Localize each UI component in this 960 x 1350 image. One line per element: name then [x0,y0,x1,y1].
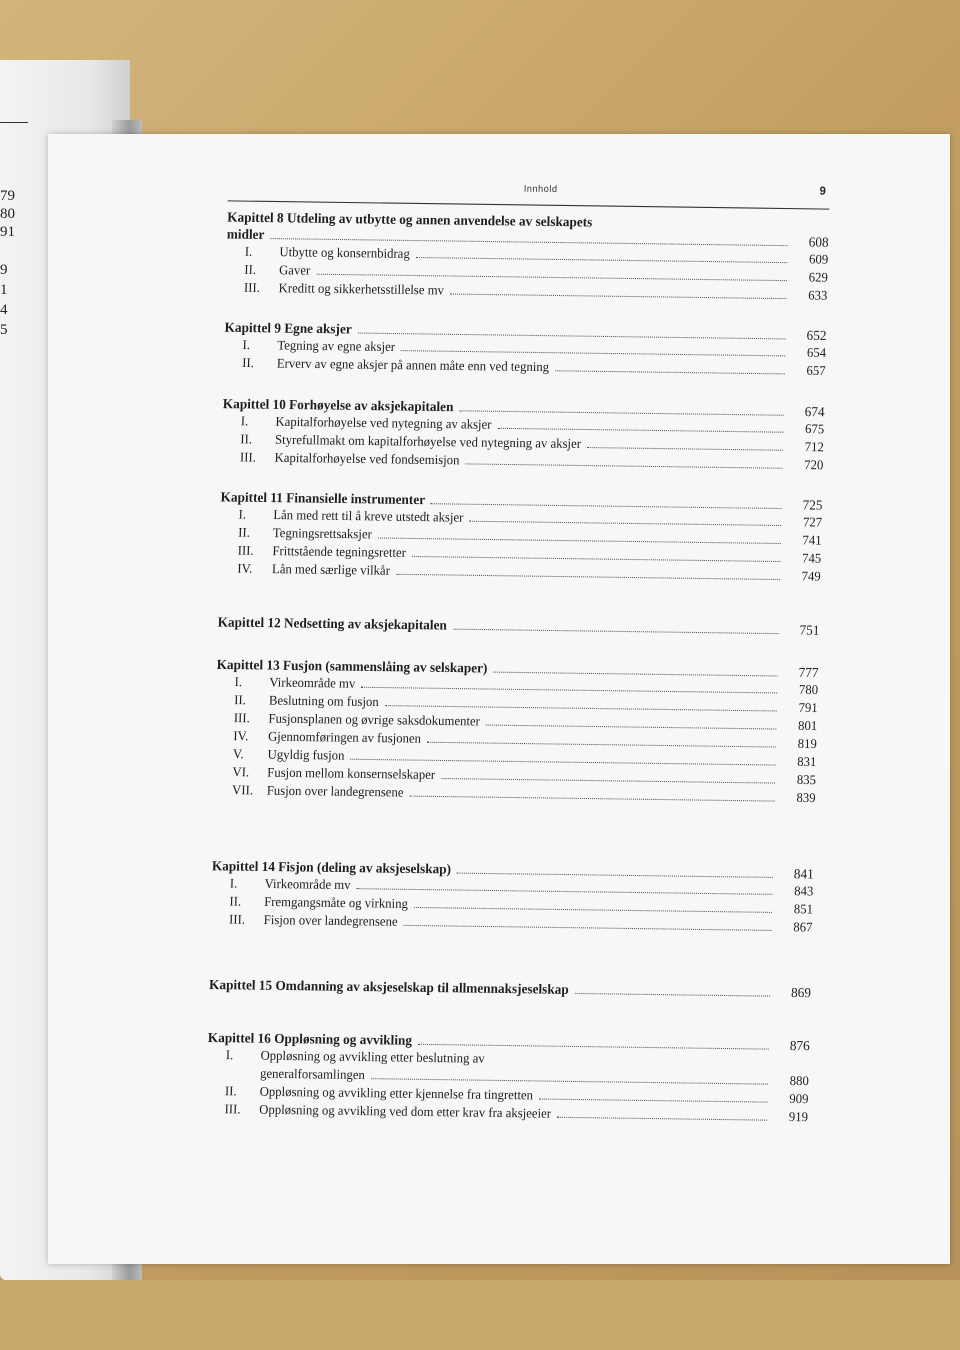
section-title: Oppløsning og avvikling etter beslutning av [260,1047,485,1066]
section-title-continued: generalforsamlingen [259,1066,366,1083]
section-page: 633 [808,287,828,303]
left-page-number: 9 [0,262,8,278]
section-title: Utbytte og konsernbidrag [279,244,410,262]
section-title: Fisjon over landegrensene [263,912,398,929]
table-of-contents [58,0,960,1350]
section-page: 839 [796,790,816,806]
leader-dots [385,705,777,711]
section-page: 801 [797,718,818,734]
leader-dots [466,463,783,468]
leader-dots [555,370,785,374]
section-number: III. [239,449,257,465]
section-title: Virkeområde mv [269,674,356,691]
chapter-title: Kapittel 14 Fisjon (deling av aksjeselskap) [211,857,452,877]
section-page: 880 [789,1073,810,1089]
left-page-number: 5 [0,322,8,338]
section-number: III. [228,911,246,927]
section-page: 720 [804,457,824,473]
chapter-page: 674 [804,403,825,420]
leader-dots [361,687,777,694]
section-number: II. [244,262,257,278]
toc-chapter [209,976,811,1001]
section-title: Fusjonsplanen og øvrige saksdokumenter [268,710,481,729]
chapter-title: Kapittel 9 Egne aksjer [224,319,352,337]
leader-dots [416,257,788,263]
section-title: Lån med rett til å kreve utstedt aksjer [273,507,464,525]
left-page-number: 91 [0,224,15,240]
chapter-page: 777 [798,664,819,681]
leader-dots [409,796,774,802]
chapter-title: Kapittel 16 Oppløsning og avvikling [207,1029,413,1048]
chapter-page: 876 [789,1037,810,1054]
section-number: I. [234,674,243,690]
leader-dots [459,410,783,416]
section-number: II. [242,355,255,371]
chapter-page: 725 [802,496,823,513]
section-number: IV. [237,560,253,577]
chapter-title: Kapittel 11 Finansielle instrumenter [220,488,426,508]
running-head [228,183,830,209]
leader-dots [457,873,773,878]
section-number: V. [232,746,244,762]
leader-dots [431,503,781,509]
chapter-page: 751 [799,621,820,638]
section-title: Gjennomføringen av fusjonen [267,728,422,746]
section-number: I. [225,1047,234,1063]
toc-chapter-row[interactable] [209,976,811,1001]
left-page-number: 79 [0,188,15,204]
leader-dots [401,350,785,356]
section-title: Oppløsning og avvikling ved dom etter krav fra aksjeeier [259,1102,552,1121]
section-number: II. [240,431,253,447]
section-title: Lån med særlige vilkår [271,561,391,578]
section-page: 745 [801,550,822,566]
section-page: 867 [793,919,813,935]
chapter-title: Kapittel 15 Omdanning av aksjeselskap til allmennaksjeselskap [208,976,569,998]
leader-dots [351,759,776,766]
section-number: II. [234,692,247,708]
toc-chapter [218,614,820,639]
toc-chapter [221,395,824,474]
chapter-page: 869 [790,984,812,1001]
chapter-page: 841 [793,865,814,882]
section-number: IV. [233,728,249,744]
left-page-number: 4 [0,302,8,318]
section-number: III. [243,280,261,296]
leader-dots [497,428,783,433]
section-title: Kapitalforhøyelse ved nytegning av aksjer [275,414,492,432]
leader-dots [371,1078,768,1085]
leader-dots [493,672,777,677]
leader-dots [427,742,776,748]
section-page: 819 [797,736,817,752]
section-page: 749 [801,568,821,584]
section-number: III. [233,710,250,726]
section-page: 609 [808,251,829,267]
toc-chapter [214,656,819,807]
toc-chapter [210,858,813,937]
leader-dots [441,778,775,784]
section-page: 919 [788,1109,809,1125]
section-number: II. [224,1083,237,1099]
section-number: III. [224,1101,241,1117]
section-number: I. [238,506,247,522]
chapter-title-continued: midler [226,225,265,243]
chapter-title: Kapittel 12 Nedsetting av aksjekapitalen [217,613,448,633]
section-title: Gaver [278,262,311,278]
section-title: Kapitalforhøyelse ved fondsemisjon [274,450,460,468]
leader-dots [378,537,781,544]
leader-dots [418,1044,769,1050]
section-number: VII. [231,782,254,798]
leader-dots [575,993,770,997]
section-title: Frittstående tegningsretter [272,543,407,561]
section-title: Styrefullmakt om kapitalforhøyelse ved nytegning av aksjer [274,432,582,452]
leader-dots [453,629,779,635]
section-page: 831 [797,754,817,770]
section-page: 712 [804,439,824,455]
section-page: 851 [793,901,814,917]
chapter-title: Kapittel 10 Forhøyelse av aksjekapitalen [222,395,454,415]
section-title: Erverv av egne aksjer på annen måte enn ved tegning [276,355,550,375]
section-number: I. [242,337,251,353]
leader-dots [357,888,773,895]
toc-chapter-row[interactable] [218,614,820,639]
section-number: VI. [232,764,250,780]
section-title: Fusjon mellom konsernselskaper [267,764,436,783]
section-title: Fusjon over landegrensene [266,782,404,800]
section-page: 909 [789,1091,809,1107]
chapter-title: Kapittel 8 Utdeling av utbytte og annen anvendelse av selskapets [227,208,593,230]
leader-dots [486,724,776,729]
section-title: Tegningsrettsaksjer [272,525,372,542]
left-page-rule [0,122,28,123]
running-head-title: Innhold [523,183,558,195]
section-page: 629 [808,269,828,285]
section-page: 727 [802,514,823,530]
section-page: 657 [806,363,826,379]
leader-dots [469,521,781,526]
leader-dots [414,907,772,913]
leader-dots [557,1117,767,1121]
section-number: II. [238,524,251,540]
section-page: 741 [802,532,822,548]
left-page-number: 80 [0,206,15,222]
section-page: 780 [798,682,819,698]
running-head-page: 9 [819,185,826,198]
toc-chapter [225,209,829,305]
section-title: Beslutning om fusjon [268,692,379,710]
section-page: 654 [806,345,827,361]
section-title: Fremgangsmåte og virkning [263,894,409,912]
section-page: 791 [798,700,818,716]
leader-dots [587,447,783,451]
leader-dots [404,925,772,931]
section-title: Ugyldig fusjon [267,746,345,763]
section-page: 843 [794,883,814,899]
section-title: Kreditt og sikkerhetsstillelse mv [278,280,445,298]
section-number: I. [244,244,253,259]
section-title: Tegning av egne aksjer [277,337,396,355]
section-number: I. [240,413,249,429]
leader-dots [450,294,786,300]
toc-chapter [219,489,823,586]
toc-chapter [224,319,827,380]
section-number: III. [237,542,254,559]
toc-chapter [206,1029,810,1126]
leader-dots [539,1098,768,1102]
section-number: I. [229,875,238,891]
left-page-number: 1 [0,282,8,298]
chapter-title: Kapittel 13 Fusjon (sammenslåing av selskaper) [216,656,488,676]
leader-dots [412,556,780,562]
section-title: Oppløsning og avvikling etter kjennelse fra tingretten [259,1084,534,1103]
chapter-page: 652 [806,327,827,344]
section-number: II. [229,893,242,909]
section-page: 675 [804,421,825,437]
chapter-page: 608 [808,233,829,250]
leader-dots [396,574,780,580]
section-title: Virkeområde mv [264,876,351,893]
section-page: 835 [796,772,817,788]
